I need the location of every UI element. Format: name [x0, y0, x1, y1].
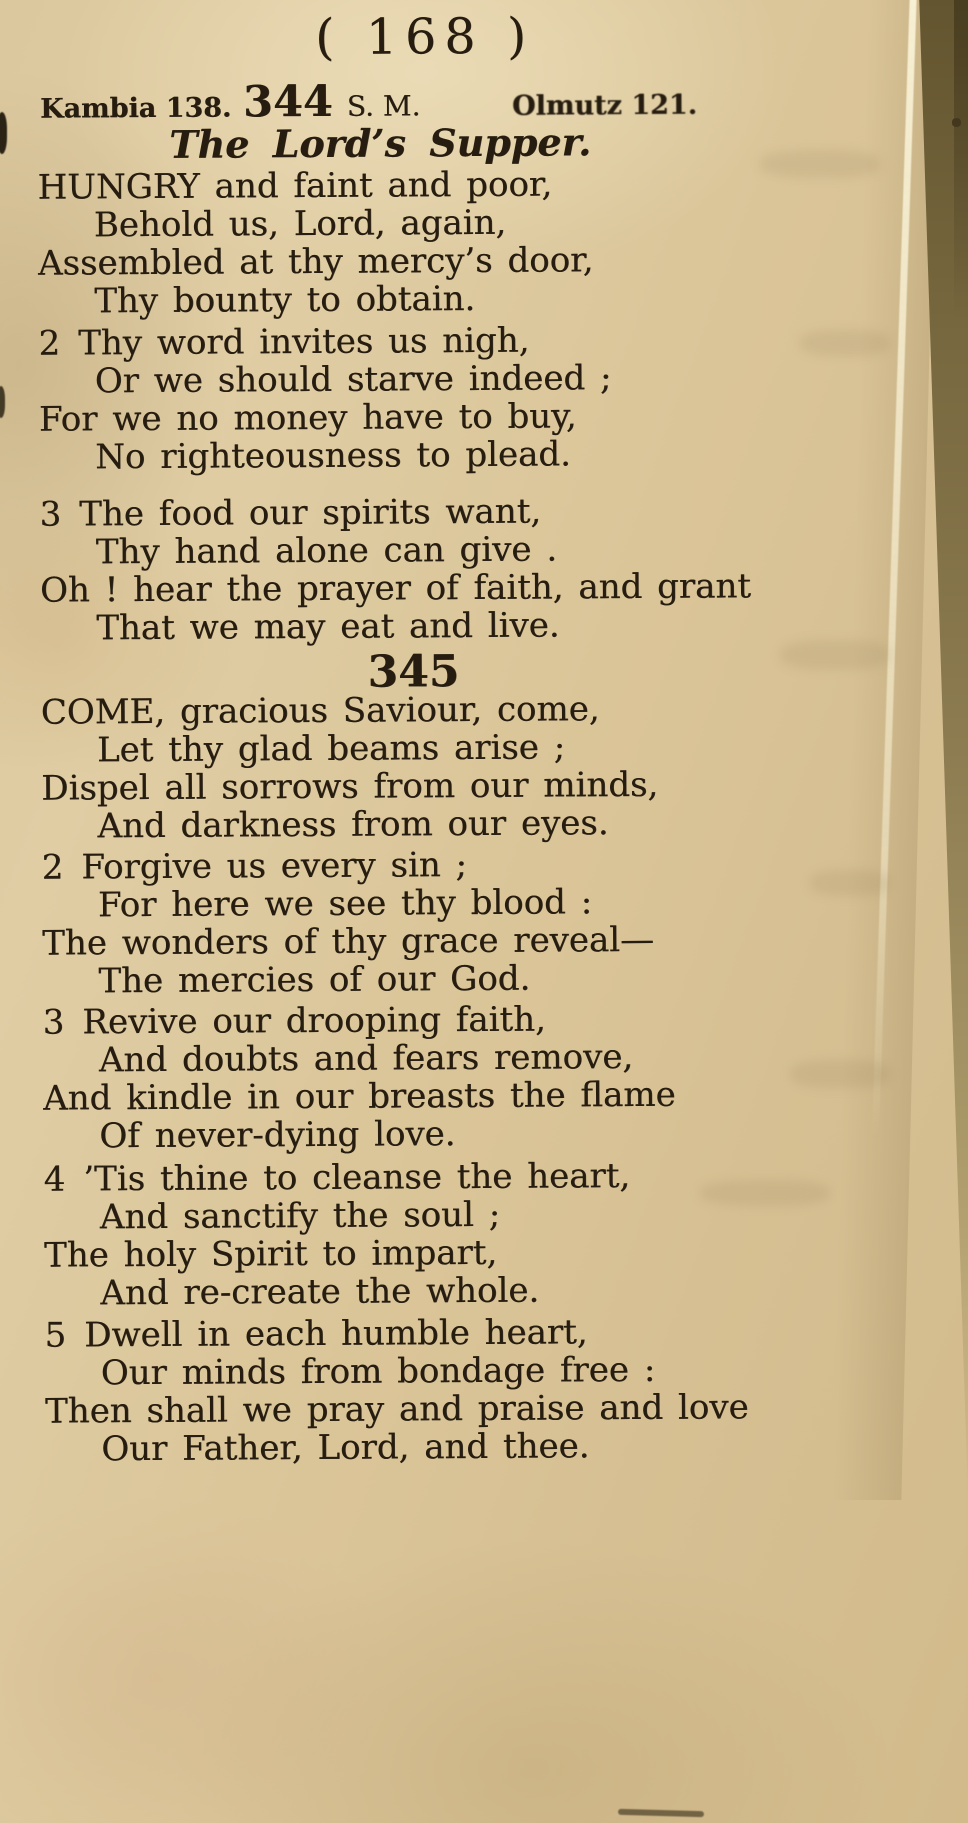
hymn-meter: S. M.	[346, 89, 421, 123]
stanza	[2, 1311, 943, 1469]
verse-line	[43, 998, 941, 1041]
verse-line: That we may eat and live.	[96, 605, 560, 649]
stanza	[2, 1155, 943, 1313]
tune-name-left: Kambia 138.	[39, 92, 232, 125]
verse-line: Our minds from bondage free :	[100, 1349, 656, 1394]
verse-line: And darkness from our eyes.	[97, 803, 609, 847]
verse-line: For we no money have to buy,	[38, 396, 577, 440]
verse-line	[38, 319, 936, 362]
stanza	[0, 163, 936, 321]
stanza	[0, 319, 937, 477]
verse-line: The mercies of our God.	[98, 958, 531, 1002]
hymn-number: 344	[242, 76, 333, 128]
hymn-number-group	[242, 76, 421, 128]
verse-line	[44, 1311, 942, 1354]
stanza	[0, 688, 940, 846]
verse-line: And doubts and fears remove,	[98, 1037, 634, 1081]
verse-line: Thy bounty to obtain.	[94, 279, 476, 322]
verse-line: COME, gracious Saviour, come,	[40, 689, 600, 733]
verse-text: The food our spirits want,	[79, 491, 542, 535]
stanza-number: 2	[38, 323, 61, 364]
stanza-number: 2	[41, 847, 64, 888]
verse-line: Thy hand alone can give .	[95, 529, 558, 573]
page-number: ( 168 )	[315, 7, 535, 67]
stanza	[0, 490, 938, 648]
stanza-number: 5	[44, 1315, 67, 1356]
verse-line: Dispel all sorrows from our minds,	[41, 764, 659, 809]
verse-line: Oh ! hear the prayer of faith, and grant	[39, 566, 752, 611]
verse-line	[44, 1155, 942, 1198]
verse-line: For here we see thy blood :	[97, 882, 593, 926]
verse-line: Behold us, Lord, again,	[93, 202, 507, 246]
stanza-number: 3	[42, 1002, 65, 1043]
stanza-number: 4	[43, 1159, 66, 1200]
hymn-number-heading: 345	[367, 646, 460, 698]
hymn-title: The Lord’s Supper.	[169, 119, 592, 167]
verse-text: Revive our drooping faith,	[82, 999, 546, 1043]
stanza	[1, 998, 942, 1156]
verse-line: The holy Spirit to impart,	[43, 1232, 498, 1276]
verse-line: Then shall we pray and praise and love	[44, 1387, 749, 1432]
verse-line: And re-create the whole.	[100, 1270, 540, 1314]
verse-text: ’Tis thine to cleanse the heart,	[83, 1156, 631, 1200]
stanza-number: 3	[39, 494, 62, 535]
verse-line: And kindle in our breasts the flame	[43, 1074, 676, 1119]
verse-line: Let thy glad beams arise ;	[96, 727, 566, 771]
stanza	[0, 843, 941, 1001]
verse-line: HUNGRY and faint and poor,	[37, 164, 553, 208]
verse-line: The wonders of thy grace reveal—	[42, 919, 655, 964]
verse-line: Of never-dying love.	[99, 1114, 456, 1157]
verse-text: Thy word invites us nigh,	[78, 320, 530, 364]
verse-line: Our Father, Lord, and thee.	[101, 1426, 590, 1470]
verse-line	[42, 843, 940, 886]
tune-name-right: Olmutz 121.	[512, 89, 698, 122]
verse-line	[39, 490, 937, 533]
verse-line: Assembled at thy mercy’s door,	[37, 240, 594, 284]
verse-text: Dwell in each humble heart,	[84, 1312, 588, 1356]
verse-line: No righteousness to plead.	[95, 434, 572, 478]
verse-line: Or we should starve indeed ;	[94, 358, 612, 402]
verse-text: Forgive us every sin ;	[81, 845, 468, 888]
verse-line: And sanctify the soul ;	[99, 1194, 501, 1238]
